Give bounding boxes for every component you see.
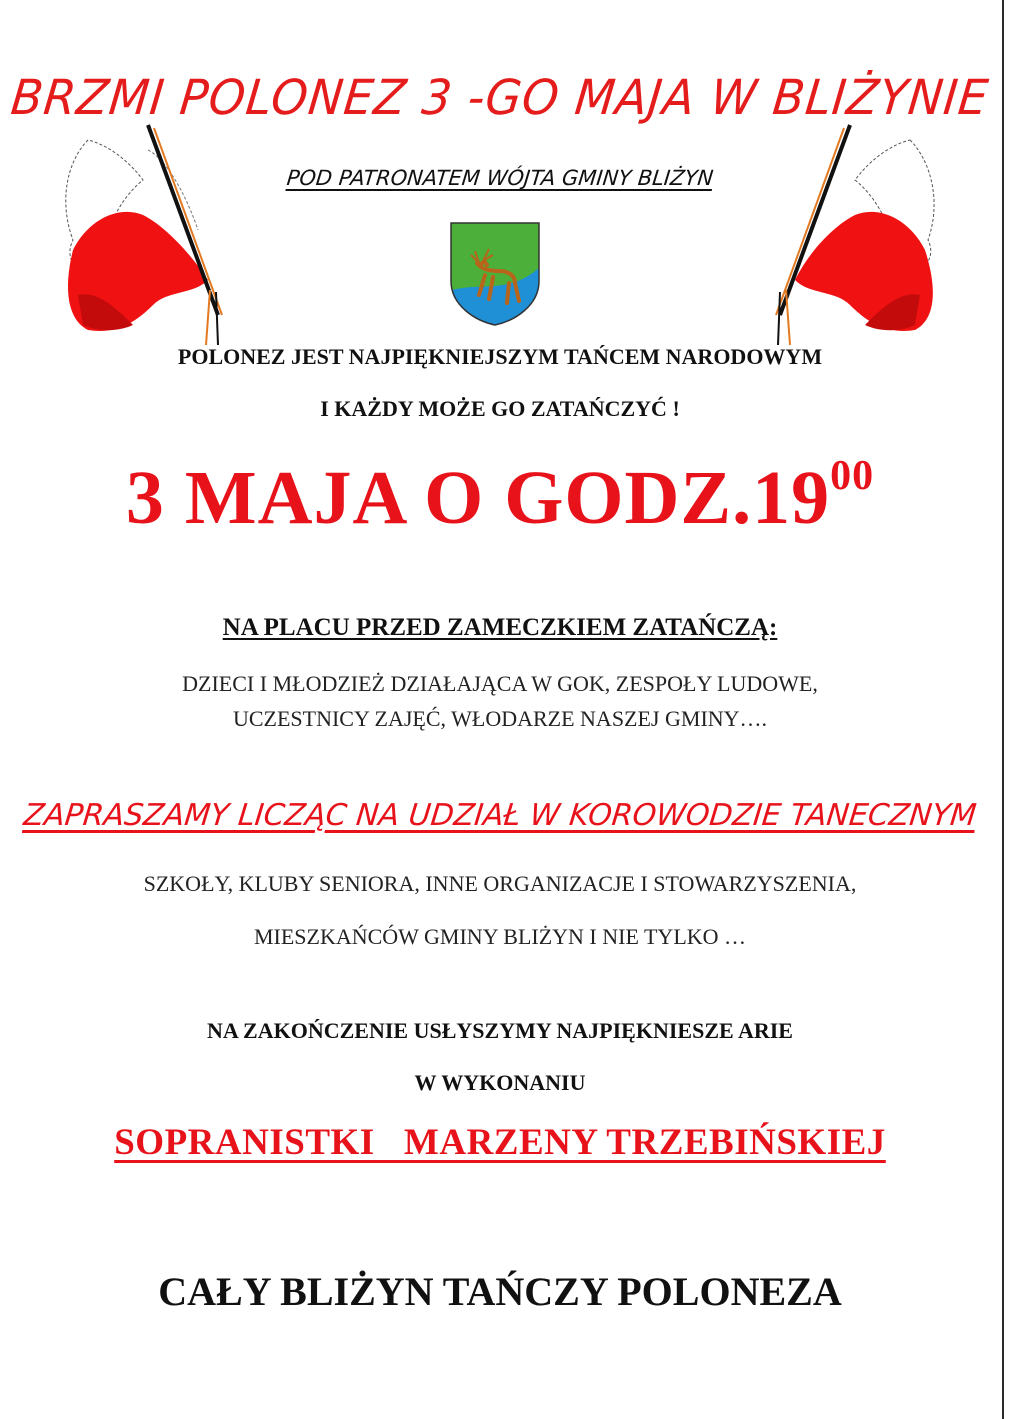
- event-date-time: [0, 455, 1000, 542]
- poster-title: BRZMI POLONEZ 3 -GO MAJA W BLIŻYNIE: [8, 68, 992, 126]
- blizyn-coat-of-arms-icon: [449, 221, 541, 327]
- patronage-line: POD PATRONATEM WÓJTA GMINY BLIŻYN: [285, 166, 715, 190]
- polish-flag-right-icon: [760, 120, 950, 350]
- event-date-text: 3 MAJA O GODZ.19: [125, 456, 831, 540]
- dancers-heading: NA PLACU PRZED ZAMECZKIEM ZATAŃCZĄ:: [222, 614, 778, 641]
- invitation-heading: ZAPRASZAMY LICZĄC NA UDZIAŁ W KOROWODZIE TANECZNYM: [21, 798, 979, 833]
- performer-name: SOPRANISTKI MARZENY TRZEBIŃSKIEJ: [114, 1122, 886, 1163]
- intro-line-2: I KAŻDY MOŻE GO ZATAŃCZYĆ !: [320, 396, 680, 421]
- invitation-line-1: SZKOŁY, KLUBY SENIORA, INNE ORGANIZACJE I STOWARZYSZENIA,: [143, 871, 857, 896]
- intro-line-1: POLONEZ JEST NAJPIĘKNIEJSZYM TAŃCEM NARODOWYM: [177, 344, 823, 369]
- polish-flag-left-icon: [48, 120, 228, 350]
- finale-line-1: NA ZAKOŃCZENIE USŁYSZYMY NAJPIĘKNIESZE ARIE: [207, 1018, 793, 1043]
- invitation-line-2: MIESZKAŃCÓW GMINY BLIŻYN I NIE TYLKO …: [253, 924, 747, 949]
- event-time-minutes: 00: [830, 453, 875, 499]
- dancers-line-1: DZIECI I MŁODZIEŻ DZIAŁAJĄCA W GOK, ZESPOŁY LUDOWE,: [182, 671, 818, 696]
- page-edge-line: [1002, 0, 1004, 1419]
- dancers-line-2: UCZESTNICY ZAJĘĆ, WŁODARZE NASZEJ GMINY….: [232, 706, 768, 731]
- finale-line-2: W WYKONANIU: [414, 1070, 586, 1095]
- closing-line: CAŁY BLIŻYN TAŃCZY POLONEZA: [158, 1269, 842, 1314]
